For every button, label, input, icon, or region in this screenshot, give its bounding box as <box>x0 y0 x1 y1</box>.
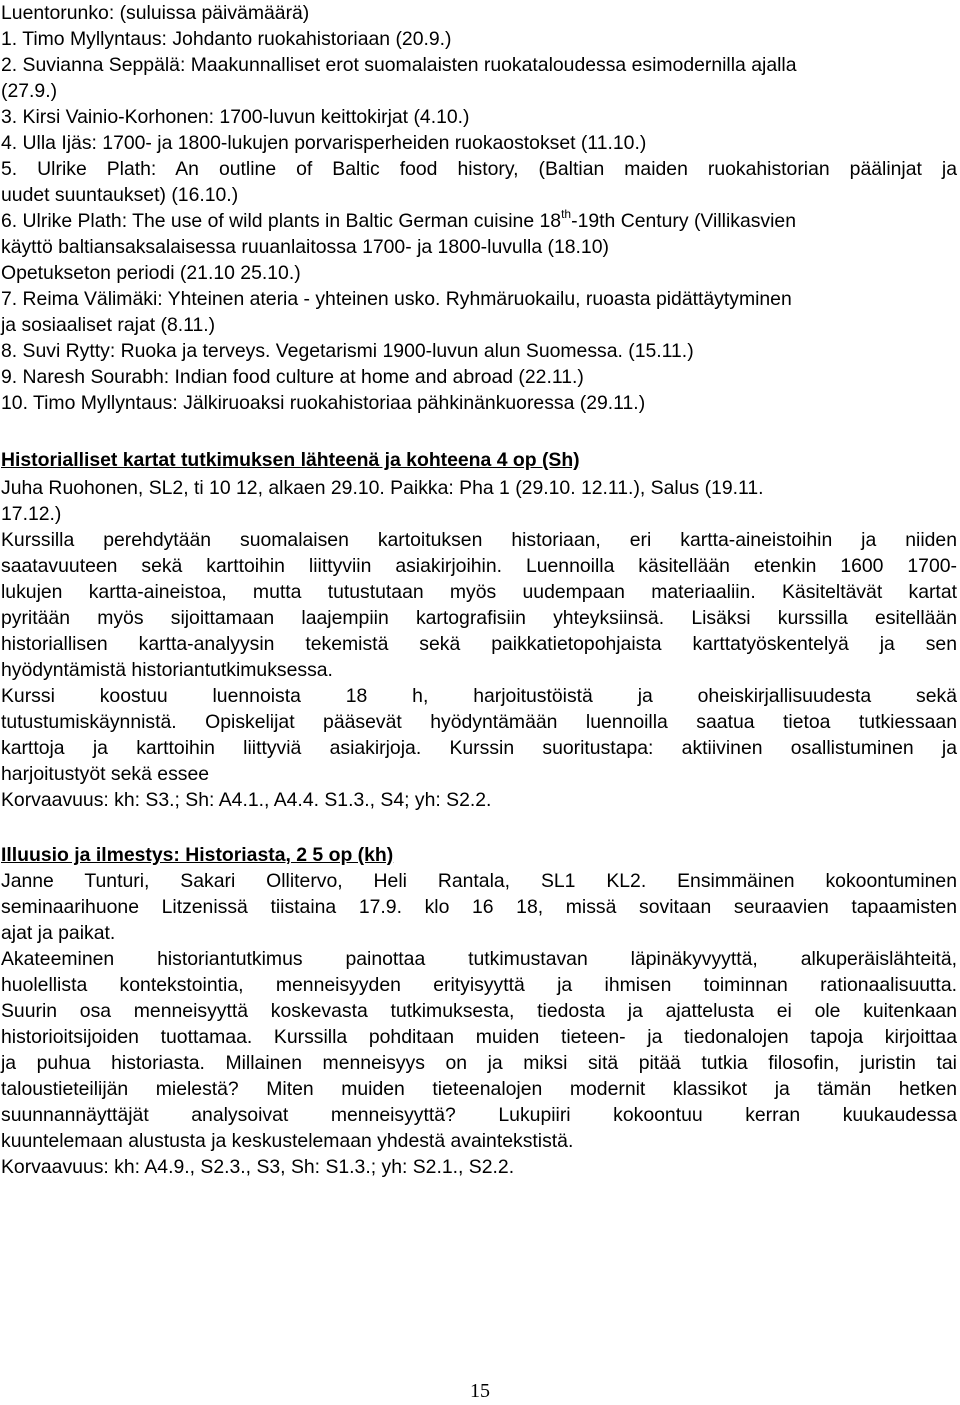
page-number: 15 <box>470 1380 490 1402</box>
course-maps-line-12: harjoitustyöt sekä essee <box>1 763 210 785</box>
lecture-item-5: 5. Ulrike Plath: An outline of Baltic food history, (Baltian maiden ruokahistorian päälinjat ja <box>1 158 957 180</box>
course-maps-line-3: Kurssilla perehdytään suomalaisen kartoituksen historiaan, eri kartta-aineistoihin ja niiden <box>1 529 957 551</box>
course-maps-line-8: hyödyntämistä historiantutkimuksessa. <box>1 659 333 681</box>
course-maps-line-10: tutustumiskäynnistä. Opiskelijat pääsevät hyödyntämään luennoilla saatua tietoa tutkiessaan <box>1 711 957 733</box>
lecture-item-2-date: (27.9.) <box>1 80 58 102</box>
course-illusion-line-8: ja puhua historiasta. Millainen menneisyys on ja miksi sitä pitää tutkia filosofin, juristin tai <box>1 1052 957 1074</box>
course-illusion-line-10: suunnannäyttäjät analysoivat menneisyyttä? Lukupiiri kokoontuu kerran kuukaudessa <box>1 1104 957 1126</box>
lecture-item-7: 7. Reima Välimäki: Yhteinen ateria - yhteinen usko. Ryhmäruokailu, ruoasta pidättäytyminen <box>1 288 792 310</box>
lecture-item-6 <box>1 208 957 235</box>
course-maps-line-11: karttoja ja karttoihin liittyviä asiakirjoja. Kurssin suoritustapa: aktiivinen osallistuminen ja <box>1 737 957 759</box>
lecture-item-8: 8. Suvi Rytty: Ruoka ja terveys. Vegetarismi 1900-luvun alun Suomessa. (15.11.) <box>1 340 694 362</box>
lecture-item-6-cont: käyttö baltiansaksalaisessa ruuanlaitossa 1700- ja 1800-luvulla (18.10) <box>1 236 609 258</box>
course-maps-line-7: historiallisen kartta-analyysin tekemistä sekä paikkatietopohjaista karttatyöskentelyä ja sen <box>1 633 957 655</box>
course-illusion-equivalence: Korvaavuus: kh: A4.9., S2.3., S3, Sh: S1.3.; yh: S2.1., S2.2. <box>1 1156 515 1178</box>
course-maps-line-9: Kurssi koostuu luennoista 18 h, harjoitustöistä ja oheiskirjallisuudesta sekä <box>1 685 957 707</box>
lecture-item-3: 3. Kirsi Vainio-Korhonen: 1700-luvun keittokirjat (4.10.) <box>1 106 470 128</box>
course-illusion-line-9: taloustieteilijän mielestä? Miten muiden tieteenalojen modernit klassikot ja tämän hetken <box>1 1078 957 1100</box>
no-teaching-period: Opetukseton periodi (21.10 25.10.) <box>1 262 301 284</box>
course-illusion-line-7: historioitsijoiden tuottamaa. Kurssilla pohditaan muiden tieteen- ja tiedonalojen tapoja kirjoittaa <box>1 1026 957 1048</box>
lecture-item-10: 10. Timo Myllyntaus: Jälkiruoaksi ruokahistoriaa pähkinänkuoressa (29.11.) <box>1 392 646 414</box>
course-maps-line-1: Juha Ruohonen, SL2, ti 10 12, alkaen 29.10. Paikka: Pha 1 (29.10. 12.11.), Salus (19.11. <box>1 477 764 499</box>
lecture-outline-heading: Luentorunko: (suluissa päivämäärä) <box>1 2 310 24</box>
course-maps-line-2: 17.12.) <box>1 503 62 525</box>
lecture-item-2: 2. Suvianna Seppälä: Maakunnalliset erot suomalaisten ruokataloudessa esimodernilla ajalla <box>1 54 797 76</box>
course-illusion-line-11: kuuntelemaan alustusta ja keskustelemaan yhdestä avaintekstistä. <box>1 1130 574 1152</box>
lecture-item-7-cont: ja sosiaaliset rajat (8.11.) <box>1 314 216 336</box>
course-maps-equivalence: Korvaavuus: kh: S3.; Sh: A4.1., A4.4. S1.3., S4; yh: S2.2. <box>1 789 492 811</box>
course-maps-line-4: saatavuuteen sekä karttoihin liittyviin asiakirjoihin. Luennoilla käsitellään etenkin 1600 1700- <box>1 555 957 577</box>
course-maps-line-5: lukujen kartta-aineistoa, mutta tutustutaan myös uudempaan materiaaliin. Käsiteltävät kartat <box>1 581 957 603</box>
course-maps-line-6: pyritään myös sijoittamaan laajempiin kartografisiin yhteyksiinsä. Lisäksi kurssilla esitellään <box>1 607 957 629</box>
course-illusion-line-1: Janne Tunturi, Sakari Ollitervo, Heli Rantala, SL1 KL2. Ensimmäinen kokoontuminen <box>1 870 957 892</box>
course-illusion-line-2: seminaarihuone Litzenissä tiistaina 17.9. klo 16 18, missä sovitaan seuraavien tapaamisten <box>1 896 957 918</box>
course-illusion-line-6: Suurin osa menneisyyttä koskevasta tutkimuksesta, tiedosta ja ajattelusta ei ole kuitenkaan <box>1 1000 957 1022</box>
lecture-item-5-cont: uudet suuntaukset) (16.10.) <box>1 184 239 206</box>
lecture-item-4: 4. Ulla Ijäs: 1700- ja 1800-lukujen porvarisperheiden ruokaostokset (11.10.) <box>1 132 647 154</box>
course-illusion-line-5: huolellista kontekstointia, menneisyyden erityisyyttä ja ihmisen toiminnan rationaalisuutta. <box>1 974 957 996</box>
course-illusion-title: Illuusio ja ilmestys: Historiasta, 2 5 op (kh) <box>1 844 394 866</box>
course-illusion-line-3: ajat ja paikat. <box>1 922 116 944</box>
course-maps-title: Historialliset kartat tutkimuksen lähteenä ja kohteena 4 op (Sh) <box>1 449 580 471</box>
superscript-th: th <box>561 206 572 221</box>
course-illusion-line-4: Akateeminen historiantutkimus painottaa tutkimustavan läpinäkyvyyttä, alkuperäislähteitä, <box>1 948 957 970</box>
lecture-item-1: 1. Timo Myllyntaus: Johdanto ruokahistoriaan (20.9.) <box>1 28 452 50</box>
lecture-item-6-part-a: 6. Ulrike Plath: The use of wild plants in Baltic German cuisine 18 <box>1 210 562 232</box>
lecture-item-6-part-b: -19th Century (Villikasvien <box>571 210 796 232</box>
lecture-item-9: 9. Naresh Sourabh: Indian food culture at home and abroad (22.11.) <box>1 366 584 388</box>
